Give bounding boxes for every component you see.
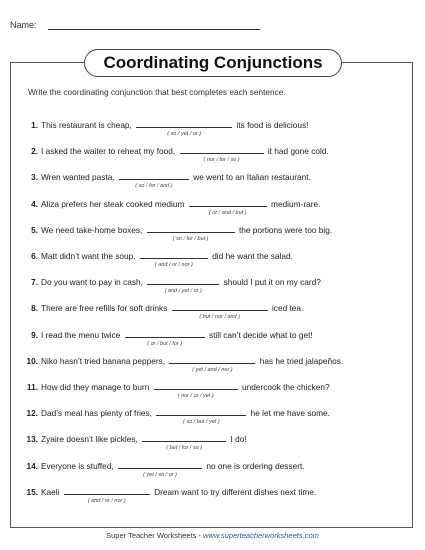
sentence-before: Zyaire doesn’t like pickles, — [41, 434, 138, 445]
answer-blank[interactable] — [119, 172, 189, 180]
answer-choices: ( so / yet / or ) — [167, 131, 202, 137]
sentence-before: Wren wanted pasta, — [41, 172, 115, 183]
question-10 — [20, 356, 410, 382]
question-number: 4. — [31, 198, 38, 209]
sentence-after: undercook the chicken? — [242, 382, 330, 392]
sentence-after: he let me have some. — [250, 408, 330, 419]
answer-blank[interactable] — [140, 251, 208, 259]
page-title: Coordinating Conjunctions — [103, 53, 323, 72]
sentence-before: Dad’s meal has plenty of fries, — [41, 408, 152, 419]
footer-url[interactable]: www.superteacherworksheets.com — [202, 531, 319, 540]
sentence-before: Aliza prefers her steak cooked medium — [41, 198, 185, 209]
sentence-after: it had gone cold. — [267, 146, 329, 157]
question-11 — [20, 382, 410, 408]
sentence-before: Everyone is stuffed, — [41, 460, 114, 471]
question-4 — [20, 199, 410, 225]
answer-choices: ( or / and / but ) — [208, 209, 247, 216]
answer-choices: ( and / or / nor ) — [87, 497, 126, 504]
answer-blank[interactable] — [154, 382, 238, 390]
question-2 — [20, 146, 410, 172]
title-banner — [84, 49, 342, 77]
question-sentence — [20, 251, 410, 261]
question-9 — [20, 330, 410, 356]
answer-choices: ( and / yet / or ) — [164, 288, 202, 295]
sentence-before: This restaurant is cheap, — [41, 120, 132, 130]
answer-blank[interactable] — [147, 277, 219, 285]
footer — [0, 531, 425, 540]
question-number: 7. — [31, 277, 38, 288]
answer-choices: ( but / nor / and ) — [199, 314, 240, 321]
question-number: 6. — [31, 251, 38, 261]
sentence-before: There are free refills for soft drinks — [41, 303, 168, 314]
question-number: 12. — [26, 408, 38, 419]
answer-choices: ( so / for / but ) — [172, 235, 209, 242]
question-number: 5. — [31, 224, 38, 235]
answer-blank[interactable] — [142, 434, 226, 442]
sentence-after: Dream want to try different dishes next time. — [154, 486, 317, 497]
sentence-after: I do! — [230, 434, 247, 445]
sentence-after: did he want the salad. — [212, 251, 293, 261]
question-sentence — [20, 330, 410, 340]
sentence-before: Do you want to pay in cash, — [41, 277, 143, 288]
answer-blank[interactable] — [125, 330, 205, 338]
question-number: 8. — [31, 303, 38, 314]
question-sentence — [20, 120, 410, 130]
question-sentence — [20, 146, 410, 156]
answer-blank[interactable] — [156, 408, 246, 416]
question-1 — [20, 120, 410, 146]
question-15 — [20, 487, 410, 513]
answer-blank[interactable] — [180, 146, 264, 154]
sentence-before: I read the menu twice — [41, 329, 121, 340]
question-sentence — [20, 172, 410, 182]
question-number: 3. — [31, 172, 38, 183]
question-6 — [20, 251, 410, 277]
question-sentence — [20, 225, 410, 235]
sentence-after: should I put it on my card? — [223, 277, 321, 288]
answer-blank[interactable] — [118, 461, 202, 469]
sentence-after: the portions were too big. — [238, 224, 333, 235]
instructions: Write the coordinating conjunction that best completes each sentence. — [28, 87, 286, 97]
question-sentence — [20, 199, 410, 209]
answer-choices: ( so / but / yet ) — [182, 419, 220, 426]
question-8 — [20, 303, 410, 329]
question-number: 15. — [26, 486, 38, 497]
question-sentence — [20, 382, 410, 392]
question-3 — [20, 172, 410, 198]
sentence-after: we went to an Italian restaurant. — [193, 172, 311, 183]
sentence-before: Niko hasn’t tried banana peppers, — [41, 355, 166, 366]
sentence-before: I asked the waiter to reheat my food, — [41, 146, 176, 157]
question-number: 1. — [31, 120, 38, 130]
question-sentence — [20, 487, 410, 497]
question-13 — [20, 434, 410, 460]
question-sentence — [20, 408, 410, 418]
name-label: Name: — [10, 20, 37, 30]
question-sentence — [20, 303, 410, 313]
sentence-before: Matt didn’t want the soup, — [41, 251, 136, 261]
sentence-before: We need take-home boxes, — [41, 224, 143, 235]
question-number: 13. — [26, 434, 38, 445]
answer-choices: ( nor / or / yet ) — [177, 393, 214, 399]
answer-blank[interactable] — [147, 225, 235, 233]
sentence-after: medium-rare. — [271, 198, 321, 209]
question-number: 11. — [26, 382, 38, 392]
answer-choices: ( but / for / so ) — [166, 445, 203, 452]
answer-choices: ( yet / and / nor ) — [192, 366, 233, 373]
sentence-before: Kaeli — [41, 486, 60, 497]
question-number: 9. — [31, 329, 38, 340]
question-5 — [20, 225, 410, 251]
answer-blank[interactable] — [172, 303, 268, 311]
answer-blank[interactable] — [136, 120, 232, 128]
answer-choices: ( nor / for / so ) — [203, 157, 240, 164]
sentence-after: its food is delicious! — [236, 120, 309, 130]
name-field[interactable] — [48, 29, 260, 30]
sentence-before: How did they manage to burn — [41, 382, 150, 392]
answer-choices: ( and / or / nor ) — [154, 262, 193, 268]
question-number: 2. — [31, 146, 38, 157]
question-number: 10. — [26, 355, 38, 366]
question-sentence — [20, 434, 410, 444]
question-sentence — [20, 461, 410, 471]
question-sentence — [20, 277, 410, 287]
question-7 — [20, 277, 410, 303]
question-number: 14. — [26, 460, 38, 471]
sentence-after: no one is ordering dessert. — [206, 460, 305, 471]
question-sentence — [20, 356, 410, 366]
question-12 — [20, 408, 410, 434]
answer-blank[interactable] — [169, 356, 255, 364]
answer-blank[interactable] — [64, 487, 150, 495]
sentence-after: iced tea. — [271, 303, 304, 314]
answer-choices: ( yet / so / or ) — [143, 471, 177, 478]
sentence-after: still can’t decide what to get! — [208, 329, 313, 340]
footer-text: Super Teacher Worksheets - — [106, 531, 203, 540]
sentence-after: has he tried jalapeños. — [259, 355, 344, 366]
answer-choices: ( or / but / for ) — [147, 340, 183, 347]
answer-blank[interactable] — [189, 199, 267, 207]
question-14 — [20, 461, 410, 487]
answer-choices: ( so / for / and ) — [135, 183, 173, 190]
